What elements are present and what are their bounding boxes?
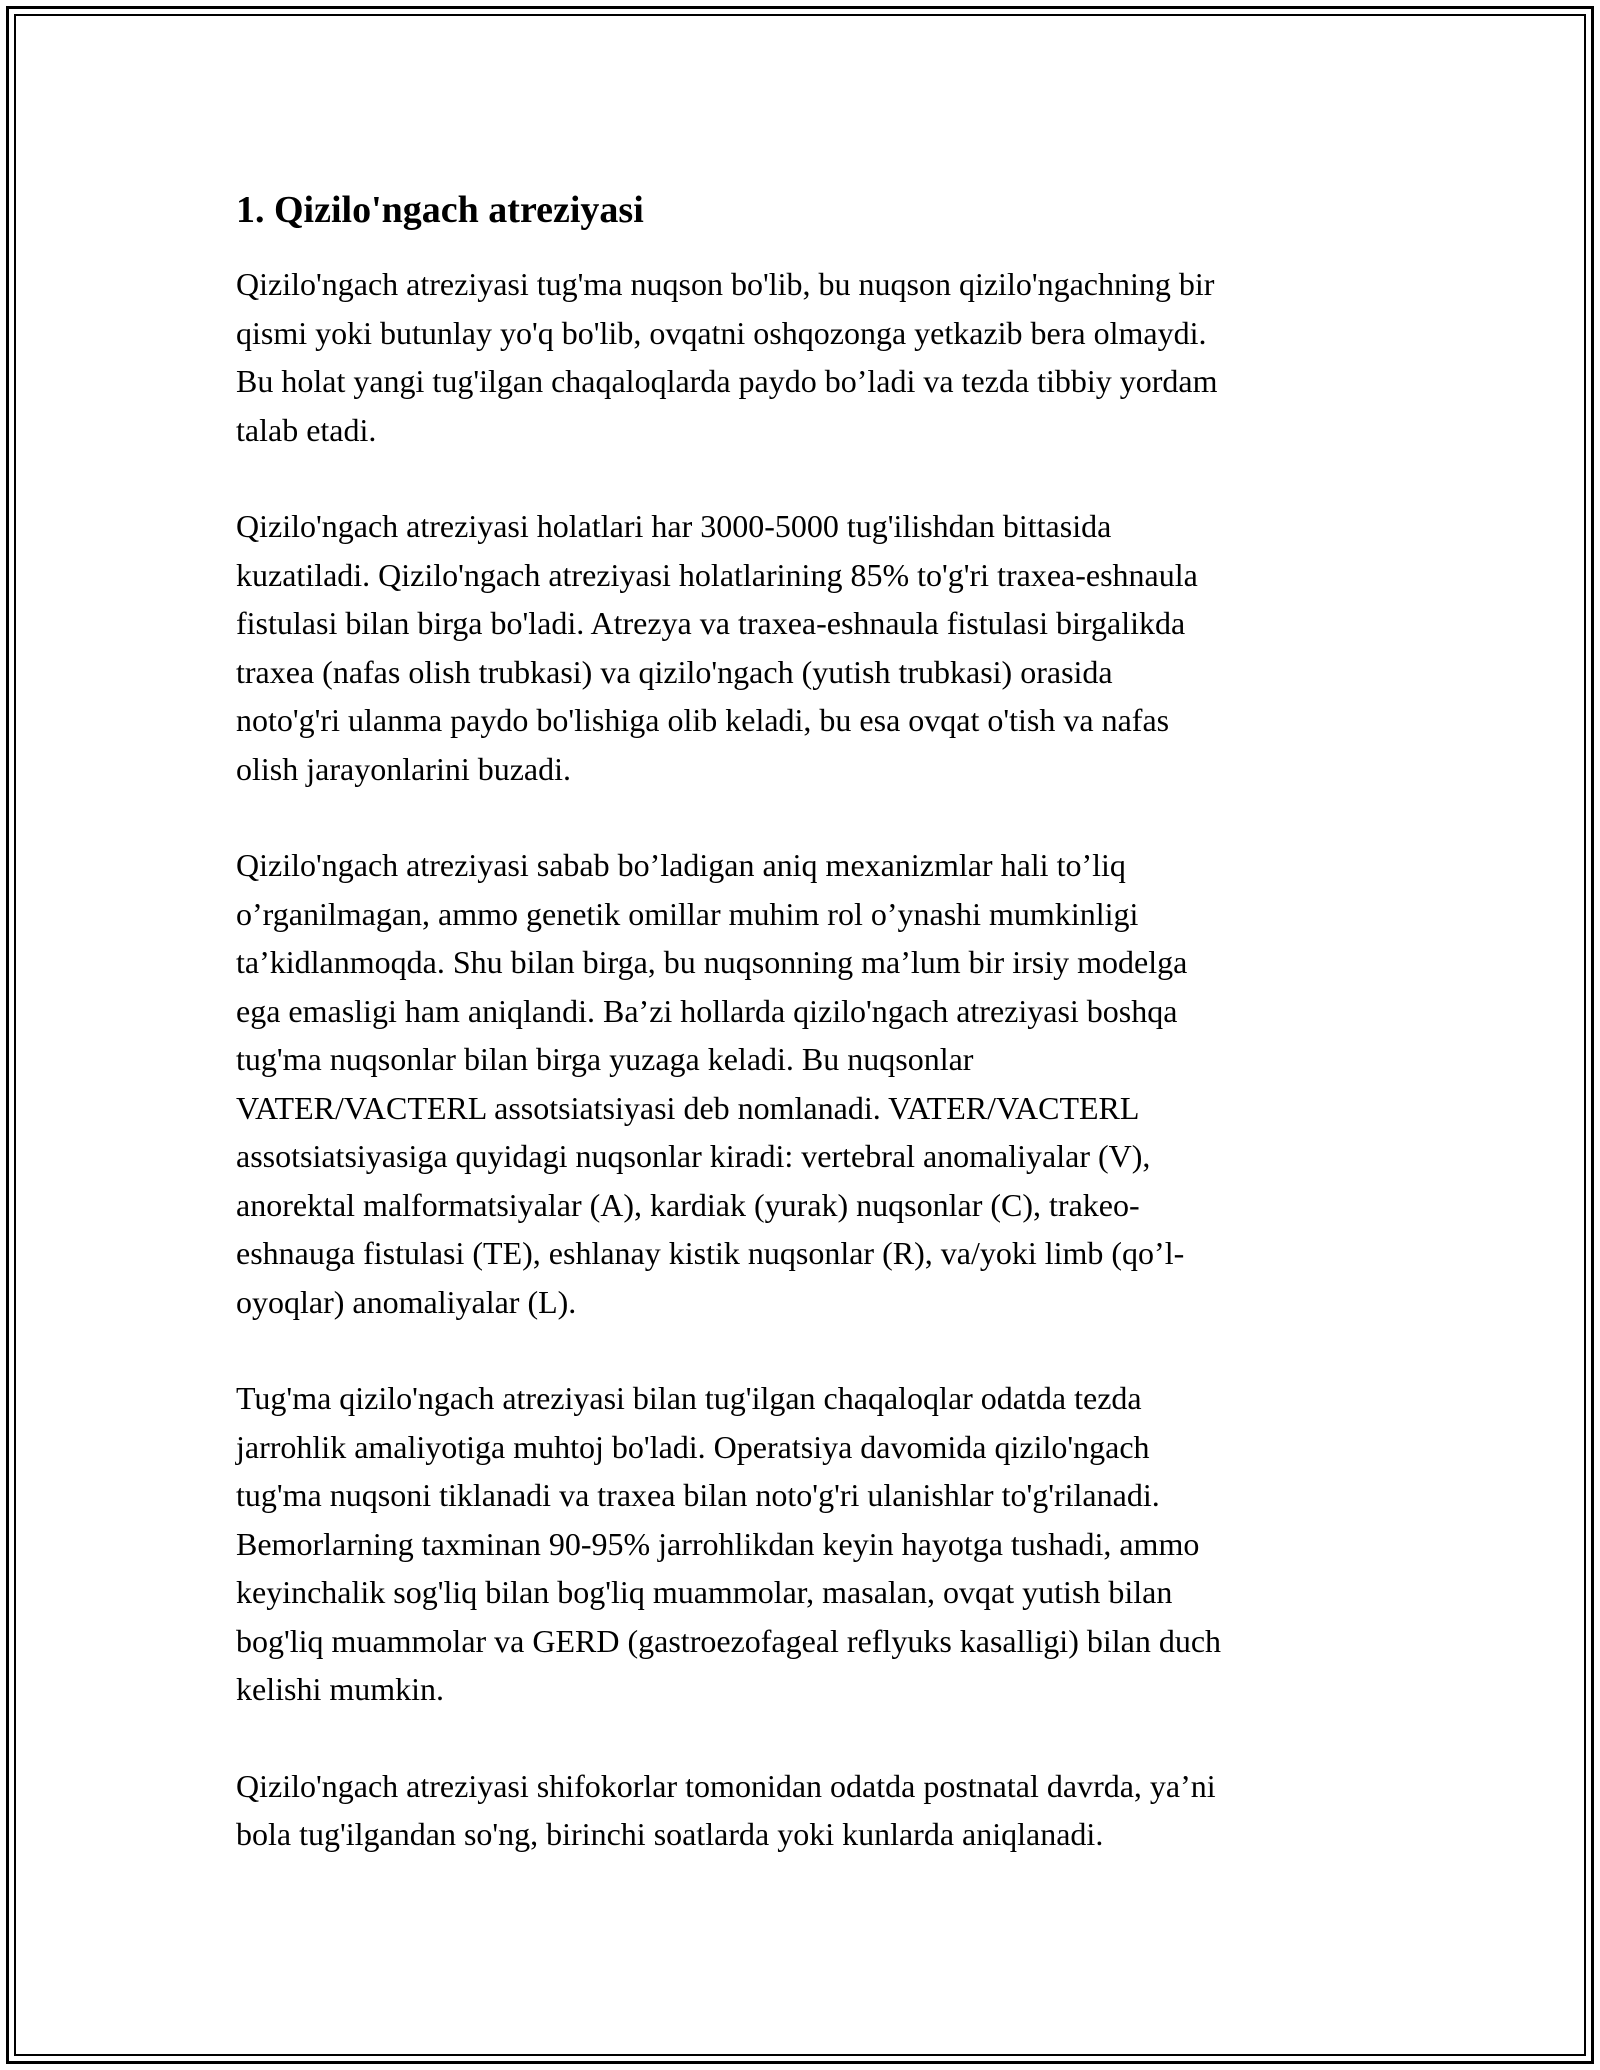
text-line: ta’kidlanmoqda. Shu bilan birga, bu nuqsonning ma’lum bir irsiy modelga	[236, 944, 1188, 980]
text-line: Bemorlarning taxminan 90-95% jarrohlikdan keyin hayotga tushadi, ammo	[236, 1525, 1200, 1562]
document-body	[236, 186, 1386, 1907]
text-line: qismi yoki butunlay yo'q bo'lib, ovqatni oshqozonga yetkazib bera olmaydi.	[236, 314, 1207, 351]
text-line: eshnauga fistulasi (TE), eshlanay kistik nuqsonlar (R), va/yoki limb (qo’l-	[236, 1235, 1185, 1271]
text-line: Bu holat yangi tug'ilgan chaqaloqlarda paydo bo’ladi va tezda tibbiy yordam	[236, 363, 1218, 399]
paragraph-1	[236, 260, 1386, 454]
text-line: keyinchalik sog'liq bilan bog'liq muammolar, masalan, ovqat yutish bilan	[236, 1574, 1173, 1610]
text-line: oyoqlar) anomaliyalar (L).	[236, 1283, 577, 1320]
text-line: tug'ma nuqsonlar bilan birga yuzaga keladi. Bu nuqsonlar	[236, 1041, 974, 1077]
text-line: tug'ma nuqsoni tiklanadi va traxea bilan noto'g'ri ulanishlar to'g'rilanadi.	[236, 1477, 1160, 1513]
text-line: kelishi mumkin.	[236, 1671, 444, 1707]
text-line: Tug'ma qizilo'ngach atreziyasi bilan tug'ilgan chaqaloqlar odatda tezda	[236, 1380, 1142, 1416]
text-line: noto'g'ri ulanma paydo bo'lishiga olib keladi, bu esa ovqat o'tish va nafas	[236, 702, 1170, 738]
text-line: anorektal malformatsiyalar (A), kardiak (yurak) nuqsonlar (C), trakeo-	[236, 1186, 1140, 1223]
text-line: jarrohlik amaliyotiga muhtoj bo'ladi. Operatsiya davomida qizilo'ngach	[236, 1428, 1150, 1465]
text-line: bola tug'ilgandan so'ng, birinchi soatlarda yoki kunlarda aniqlanadi.	[236, 1816, 1104, 1852]
text-line: o’rganilmagan, ammo genetik omillar muhim rol o’ynashi mumkinligi	[236, 895, 1139, 932]
text-line: talab etadi.	[236, 411, 377, 448]
text-line: ega emasligi ham aniqlandi. Ba’zi hollarda qizilo'ngach atreziyasi boshqa	[236, 992, 1178, 1029]
text-line: Qizilo'ngach atreziyasi sabab bo’ladigan aniq mexanizmlar hali to’liq	[236, 847, 1126, 883]
paragraph-2	[236, 502, 1386, 793]
text-line: traxea (nafas olish trubkasi) va qizilo'ngach (yutish trubkasi) orasida	[236, 653, 1113, 690]
text-line: assotsiatsiyasiga quyidagi nuqsonlar kiradi: vertebral anomaliyalar (V),	[236, 1138, 1151, 1174]
text-line: bog'liq muammolar va GERD (gastroezofageal reflyuks kasalligi) bilan duch	[236, 1622, 1222, 1659]
text-line: kuzatiladi. Qizilo'ngach atreziyasi holatlarining 85% to'g'ri traxea-eshnaula	[236, 556, 1198, 593]
text-line: VATER/VACTERL assotsiatsiyasi deb nomlanadi. VATER/VACTERL	[236, 1089, 1140, 1126]
paragraph-4	[236, 1374, 1386, 1714]
text-line: fistulasi bilan birga bo'ladi. Atrezya va traxea-eshnaula fistulasi birgalikda	[236, 605, 1186, 641]
page-title: 1. Qizilo'ngach atreziyasi	[236, 189, 644, 231]
text-line: Qizilo'ngach atreziyasi tug'ma nuqson bo'lib, bu nuqson qizilo'ngachning bir	[236, 266, 1215, 302]
text-line: Qizilo'ngach atreziyasi holatlari har 3000-5000 tug'ilishdan bittasida	[236, 508, 1112, 544]
text-line: Qizilo'ngach atreziyasi shifokorlar tomonidan odatda postnatal davrda, ya’ni	[236, 1767, 1216, 1804]
paragraph-5	[236, 1762, 1386, 1859]
text-line: olish jarayonlarini buzadi.	[236, 750, 572, 787]
paragraph-3	[236, 841, 1386, 1326]
